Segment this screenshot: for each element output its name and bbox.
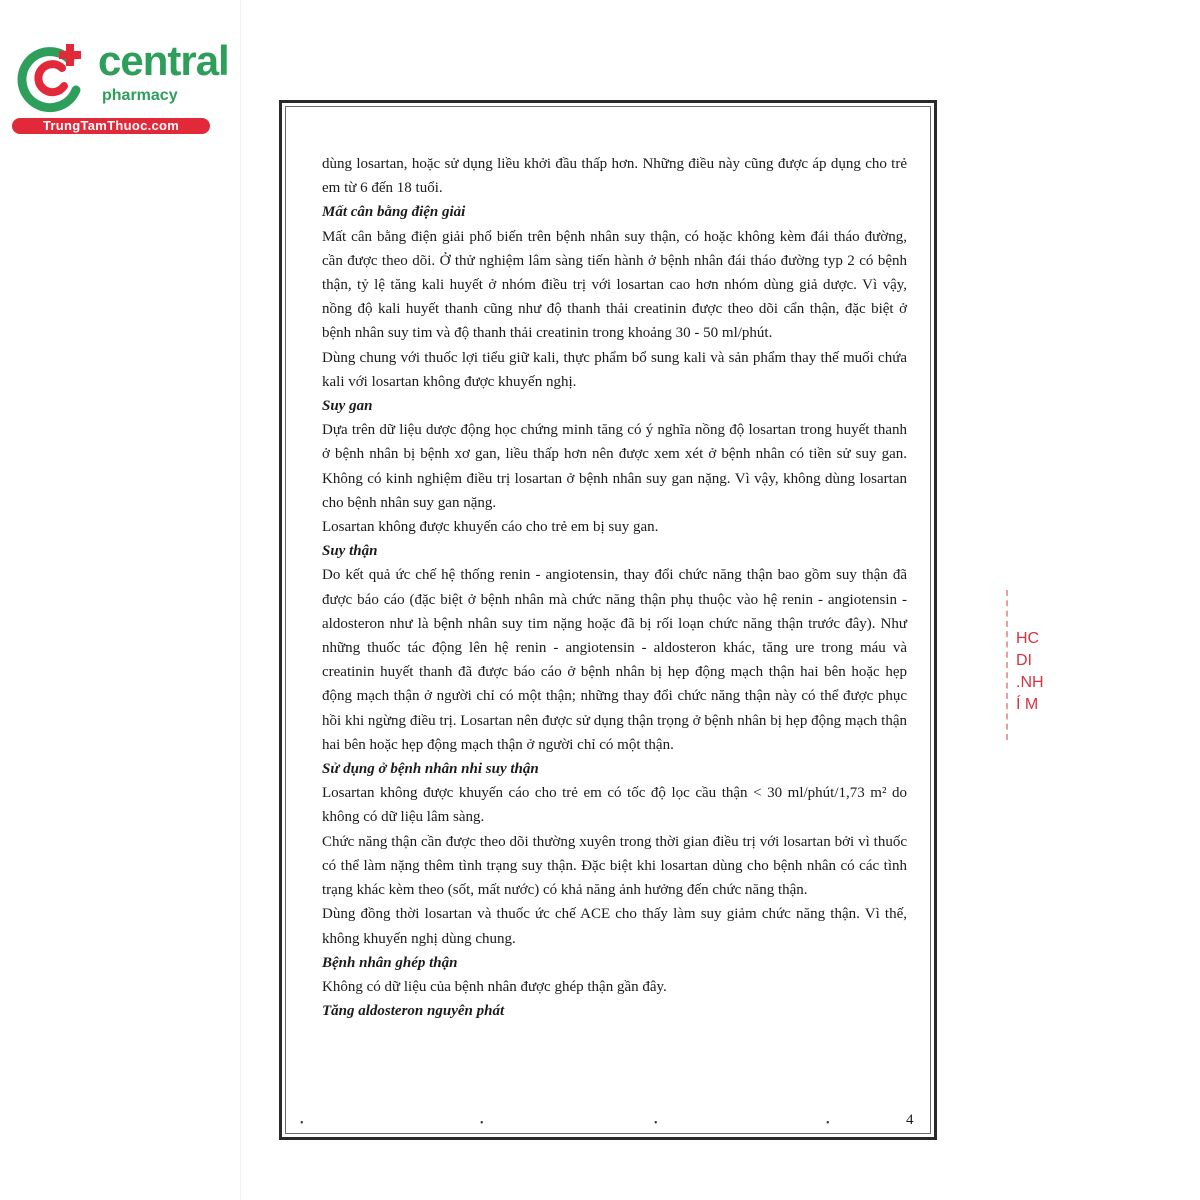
logo-subtitle: pharmacy <box>102 87 178 104</box>
pharmacy-cross-logo-icon <box>12 38 92 118</box>
section-heading: Sử dụng ở bệnh nhân nhi suy thận <box>322 761 539 778</box>
scan-edge <box>240 0 241 1200</box>
stamp-line: .NH <box>1016 674 1044 691</box>
paragraph: Không có dữ liệu của bệnh nhân được ghép thận gần đây. <box>322 978 667 995</box>
section-heading: Suy thận <box>322 543 378 560</box>
paragraph: Dùng chung với thuốc lợi tiểu giữ kali, thực phẩm bổ sung kali và sản phẩm thay thế muối chứa kali với losartan không được khuyến nghị. <box>322 349 907 390</box>
page-number: 4 <box>906 1112 914 1128</box>
paragraph: dùng losartan, hoặc sử dụng liều khởi đầu thấp hơn. Những điều này cũng được áp dụng cho trẻ em từ 6 đến 18 tuổi. <box>322 156 907 197</box>
paragraph: Losartan không được khuyến cáo cho trẻ em bị suy gan. <box>322 519 659 536</box>
scan-dot: • <box>654 1118 658 1129</box>
scan-dot: • <box>826 1118 830 1129</box>
red-stamp-fragment <box>1006 590 1046 740</box>
paragraph: Chức năng thận cần được theo dõi thường xuyên trong thời gian điều trị với losartan bởi vì thuốc có thể làm nặng thêm tình trạng suy thận. Đặc biệt khi losartan dùng cho bệnh nhân có các tình trạng khác kèm theo (sốt, mất nước) có khả năng ảnh hưởng đến chức năng thận. <box>322 833 907 899</box>
stamp-line: DI <box>1016 652 1032 669</box>
paragraph: Dùng đồng thời losartan và thuốc ức chế ACE cho thấy làm suy giảm chức năng thận. Vì thế, không khuyến nghị dùng chung. <box>322 906 907 947</box>
section-heading: Suy gan <box>322 398 373 415</box>
section-heading: Bệnh nhân ghép thận <box>322 954 458 971</box>
paragraph: Mất cân bằng điện giải phổ biến trên bệnh nhân suy thận, có hoặc không kèm đái tháo đường, cần được theo dõi. Ở thử nghiệm lâm sàng tiến hành ở bệnh nhân đái tháo đường typ 2 có bệnh thận, tỷ lệ tăng kali huyết ở nhóm điều trị với losartan cao hơn nhóm dùng giả dược. Vì vậy, nồng độ kali huyết thanh cũng như độ thanh thải creatinin được theo dõi cẩn thận, đặc biệt ở bệnh nhân suy tim và độ thanh thải creatinin trong khoảng 30 - 50 ml/phút. <box>322 228 907 342</box>
stamp-line: HC <box>1016 630 1040 647</box>
section-heading: Tăng aldosteron nguyên phát <box>322 1003 505 1020</box>
central-pharmacy-logo[interactable] <box>12 37 229 138</box>
paragraph: Do kết quả ức chế hệ thống renin - angiotensin, thay đổi chức năng thận bao gồm suy thận đã được báo cáo (đặc biệt ở bệnh nhân mà chức năng thận phụ thuộc vào hệ renin - angiotensin - aldosteron như là bệnh nhân suy tim nặng hoặc đã bị rối loạn chức năng thận trước đây). Như những thuốc tác động lên hệ renin - angiotensin - aldosteron khác, tăng ure trong máu và creatinin huyết thanh đã được báo cáo ở bệnh nhân bị hẹp động mạch thận hai bên hoặc hẹp động mạch thận ở người chỉ có một thận; những thay đổi chức năng thận này có thể được phục hồi khi ngừng điều trị. Losartan nên được sử dụng thận trọng ở bệnh nhân bị hẹp động mạch thận hai bên hoặc hẹp động mạch thận ở người chỉ có một thận. <box>322 567 907 753</box>
section-heading: Mất cân bằng điện giải <box>322 204 466 221</box>
logo-url-link[interactable]: TrungTamThuoc.com <box>12 118 210 134</box>
scan-dot: • <box>300 1118 304 1129</box>
paragraph: Losartan không được khuyến cáo cho trẻ em có tốc độ lọc cầu thận < 30 ml/phút/1,73 m² do không có dữ liệu lâm sàng. <box>322 785 907 826</box>
stamp-line: Í M <box>1016 696 1039 713</box>
scan-dot: • <box>480 1118 484 1129</box>
document-text <box>322 152 907 1023</box>
logo-name: central <box>98 37 229 84</box>
paragraph: Dựa trên dữ liệu dược động học chứng minh tăng có ý nghĩa nồng độ losartan trong huyết thanh ở bệnh nhân bị bệnh xơ gan, liều thấp hơn nên được xem xét ở bệnh nhân có tiền sử suy gan. Không có kinh nghiệm điều trị losartan ở bệnh nhân suy gan nặng. Vì vậy, không dùng losartan cho bệnh nhân suy gan nặng. <box>322 422 907 511</box>
